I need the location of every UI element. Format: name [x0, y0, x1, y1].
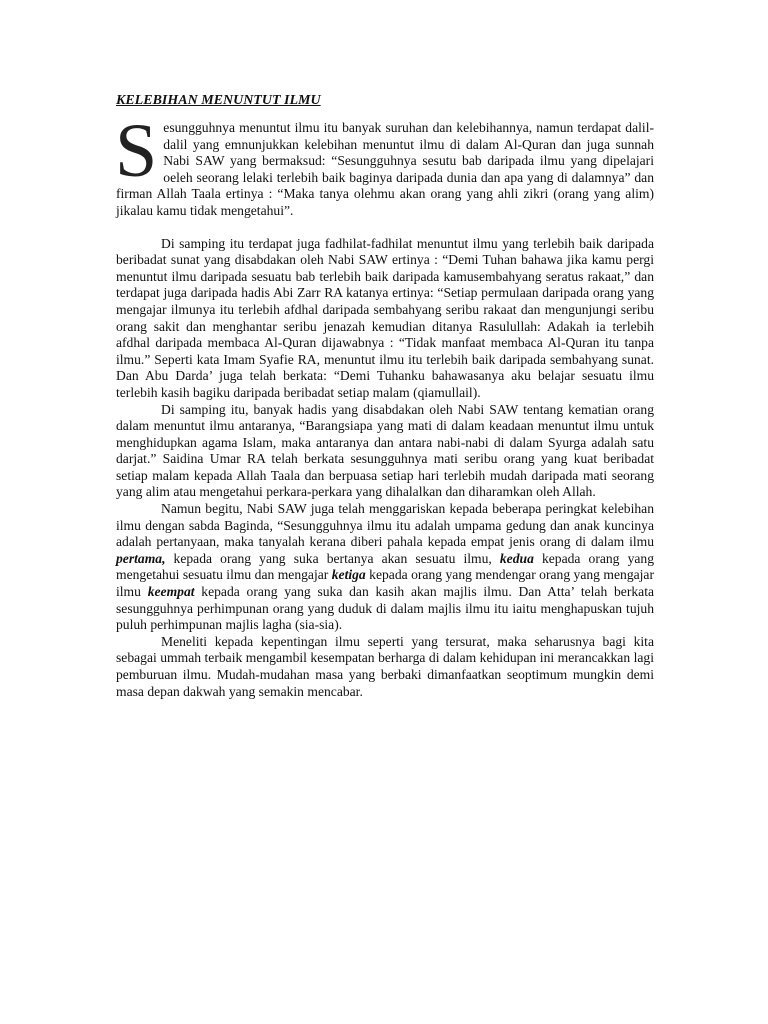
paragraph-1 [115, 109, 654, 220]
emphasis-ketiga: ketiga [331, 567, 366, 583]
emphasis-pertama: pertama, [116, 550, 166, 566]
paragraph-3: Di samping itu, banyak hadis yang disabdakan oleh Nabi SAW tentang kematian orang dalam menuntut ilmu antaranya, “Barangsiapa yang mati di dalam keadaan menuntut ilmu untuk menghidupkan agama Islam, maka antaranya dan antara nabi-nabi di dalam Syurga adalah satu darjat.” Saidina Umar RA telah berkata sesungguhnya mati seribu orang yang kuat beribadat setiap malam kepada Allah Taala dan berpuasa setiap hari terlebih mudah daripada mati seorang yang alim atau mengetahui perkara-perkara yang dihalalkan dan diharamkan oleh Allah. [116, 401, 654, 500]
emphasis-keempat: keempat [147, 584, 195, 600]
emphasis-kedua: kedua [499, 550, 534, 566]
paragraph-4-text-a: Namun begitu, Nabi SAW juga telah menggariskan kepada beberapa peringkat kelebihan ilmu dengan sabda Baginda, “Sesungguhnya ilmu itu adalah umpama gedung dan anak kuncinya adalah pertanyaan, maka tanyalah kerana diberi pahala kepada empat jenis orang di dalam ilmu [116, 501, 654, 550]
paragraph-4-text-e: kepada orang yang suka dan kasih akan majlis ilmu. Dan Atta’ telah berkata sesungguhnya perhimpunan orang yang duduk di dalam majlis ilmu itu iaitu menghapuskan tujuh puluh perhimpunan majlis lagha (sia-sia). [116, 584, 655, 633]
drop-cap-letter: S [115, 109, 158, 193]
paragraph-4-text-b: kepada orang yang suka bertanya akan sesuatu ilmu, [165, 550, 500, 566]
paragraph-4-text-d: kepada orang yang mendengar orang yang mengajar ilmu [116, 567, 654, 600]
paragraph-4-text-c: kepada orang yang mengetahui sesuatu ilmu dan mengajar [116, 550, 654, 583]
document-title: KELEBIHAN MENUNTUT ILMU [116, 93, 321, 108]
paragraph-2: Di samping itu terdapat juga fadhilat-fadhilat menuntut ilmu yang terlebih baik daripada beribadat sunat yang disabdakan oleh Nabi SAW ertinya : “Demi Tuhan bahawa jika kamu pergi menuntut ilmu daripada sesuatu bab terlebih baik daripada kamusembahyang seratus rakaat,” dan terdapat juga daripada hadis Abi Zarr RA katanya ertinya: “Setiap permulaan daripada orang yang mengajar ilmunya itu terlebih afdhal daripada sembahyang seribu rakaat dan mengunjungi seribu orang sakit dan menghantar seribu jenazah kemudian ditanya Rasulullah: Adakah ia terlebih afdhal daripada membaca Al-Quran dijawabnya : “Tidak manfaat membaca Al-Quran itu tanpa ilmu.” Seperti kata Imam Syafie RA, menuntut ilmu itu terlebih baik daripada sembahyang sunat. Dan Abu Darda’ juga telah berkata: “Demi Tuhanku bahawasanya aku belajar sesuatu ilmu terlebih kasih bagiku daripada beribadat setiap malam (qiamullail). [116, 235, 654, 400]
paragraph-4 [116, 501, 654, 634]
paragraph-1-text: esungguhnya menuntut ilmu itu banyak suruhan dan kelebihannya, namun terdapat dalil-dalil yang emnunjukkan kelebihan menuntut ilmu di dalam Al-Quran dan juga sunnah Nabi SAW yang bermaksud: “Sesungguhnya sesutu bab daripada ilmu yang dipelajari oeleh seorang lelaki terlebih baik baginya daripada dunia dan apa yang di dalamnya” dan firman Allah Taala ertinya : “Maka tanya olehmu akan orang yang ahli zikri (orang yang alim) jikalau kamu tidak mengetahui”. [116, 120, 654, 218]
paragraph-5: Meneliti kepada kepentingan ilmu seperti yang tersurat, maka seharusnya bagi kita sebagai ummah terbaik mengambil kesempatan berharga di dalam kehidupan ini merancakkan lagi pemburuan ilmu. Mudah-mudahan masa yang berbaki dimanfaatkan seoptimum mungkin demi masa depan dakwah yang semakin mencabar. [116, 633, 654, 699]
document-page [116, 92, 654, 700]
